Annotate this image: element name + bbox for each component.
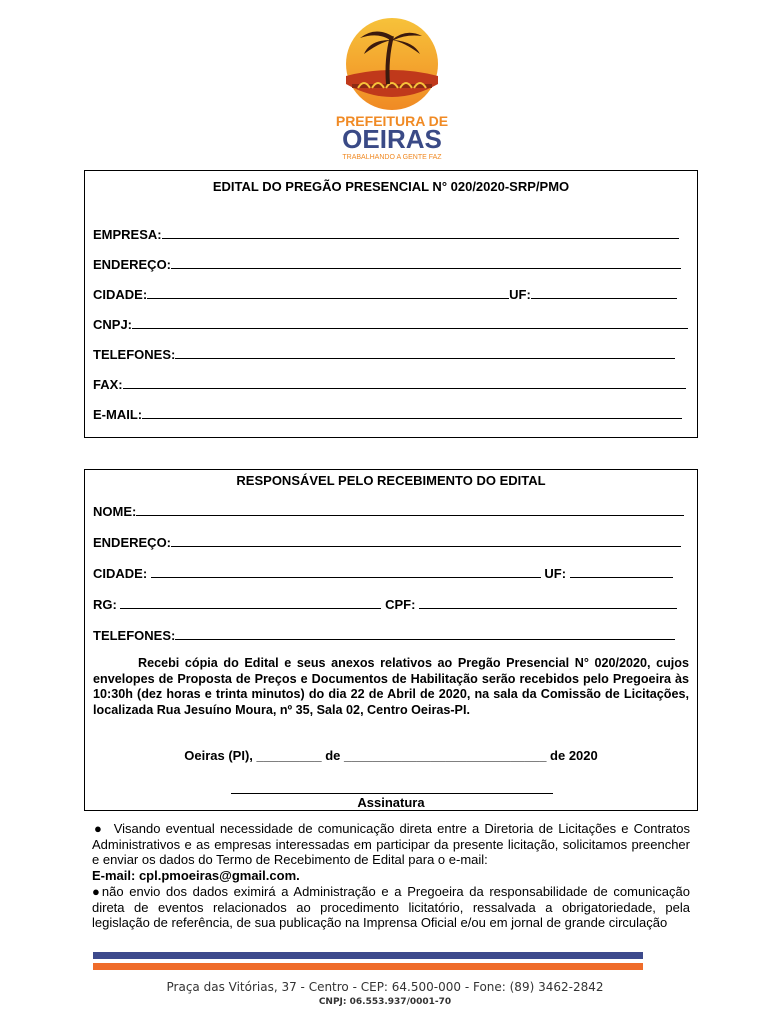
email-field[interactable] [93, 406, 689, 422]
cnpj-label: CNPJ: [93, 317, 133, 332]
rg-label: RG: [93, 597, 117, 612]
note-email: E-mail: cpl.pmoeiras@gmail.com. [92, 867, 300, 883]
cnpj-field[interactable] [93, 316, 689, 332]
form1-title: EDITAL DO PREGÃO PRESENCIAL N° 020/2020-SRP/PMO [212, 179, 570, 194]
cidade2-label: CIDADE: [93, 566, 148, 581]
endereco2-field[interactable] [93, 534, 689, 550]
prefeitura-logo [330, 14, 454, 162]
receipt-form [84, 469, 698, 811]
telefones-line[interactable] [175, 346, 675, 359]
empresa-label: EMPRESA: [93, 227, 162, 242]
cidade2-field[interactable] [93, 565, 689, 581]
uf-label: UF: [509, 287, 531, 302]
cidade-line[interactable] [147, 286, 509, 299]
logo-emblem [330, 14, 454, 162]
footer-cnpj: CNPJ: 06.553.937/0001-70 [318, 997, 452, 1007]
note1-text: Visando eventual necessidade de comunicação direta entre a Diretoria de Licitações e Contratos Administrativos e as empresas interessadas em participar da presente licitação, solicitamos preencher e enviar os dados do Termo de Recebimento de Edital para o e-mail: [92, 821, 690, 867]
uf-line[interactable] [531, 286, 677, 299]
form2-title: RESPONSÁVEL PELO RECEBIMENTO DO EDITAL [236, 473, 546, 488]
uf2-label: UF: [544, 566, 567, 581]
bullet-icon: ● [94, 821, 104, 836]
telefones2-line[interactable] [175, 627, 675, 640]
endereco-label: ENDEREÇO: [93, 257, 172, 272]
logo-line2: OEIRAS [342, 124, 442, 154]
logo-tagline: TRABALHANDO A GENTE FAZ [342, 154, 442, 161]
rg-line[interactable] [120, 596, 381, 609]
signature-label: Assinatura [357, 795, 425, 810]
email-label: E-MAIL: [93, 407, 143, 422]
endereco2-label: ENDEREÇO: [93, 535, 172, 550]
rg-cpf-field[interactable] [93, 596, 689, 612]
cpf-line[interactable] [419, 596, 677, 609]
cidade-field[interactable] [93, 286, 689, 302]
endereco-line[interactable] [171, 256, 681, 269]
fax-line[interactable] [123, 376, 686, 389]
footer-address: Praça das Vitórias, 37 - Centro - CEP: 64.500-000 - Fone: (89) 3462-2842 [166, 980, 604, 994]
note2-text: não envio dos dados eximirá a Administração e a Pregoeira da responsabilidade de comunicação direta de eventos relacionados ao procedimento licitatório, ressalvada a obrigatoriedade, pela legislação de referência, de sua publicação na Imprensa Oficial e/ou em jornal de grande circulação [92, 884, 691, 930]
nome-field[interactable] [93, 503, 689, 519]
date-line[interactable]: Oeiras (PI), _________ de ____________________________ de 2020 [184, 748, 598, 763]
receipt-paragraph: Recebi cópia do Edital e seus anexos relativos ao Pregão Presencial N° 020/2020, cujos envelopes de Proposta de Preços e Documentos de Habilitação serão recebidos pelo Pregoeira às 10:30h (dez horas e trinta minutos) do dia 22 de Abril de 2020, na sala da Comissão de Licitações, localizada Rua Jesuíno Moura, nº 35, Sala 02, Centro Oeiras-PI. [93, 656, 689, 717]
telefones2-label: TELEFONES: [93, 628, 176, 643]
cidade-label: CIDADE: [93, 287, 148, 302]
endereco-field[interactable] [93, 256, 689, 272]
telefones-field[interactable] [93, 346, 689, 362]
email-line[interactable] [142, 406, 682, 419]
notes-section [92, 821, 690, 931]
empresa-line[interactable] [162, 226, 679, 239]
logo-line1: PREFEITURA DE [335, 113, 449, 129]
endereco2-line[interactable] [171, 534, 681, 547]
footer-bar-blue [93, 952, 643, 959]
fax-label: FAX: [93, 377, 123, 392]
cnpj-line[interactable] [132, 316, 688, 329]
uf2-line[interactable] [570, 565, 673, 578]
footer-bar-orange [93, 963, 643, 970]
nome-label: NOME: [93, 504, 137, 519]
cidade2-line[interactable] [151, 565, 541, 578]
fax-field[interactable] [93, 376, 689, 392]
bullet-icon: ● [92, 884, 102, 899]
telefones2-field[interactable] [93, 627, 689, 643]
empresa-field[interactable] [93, 226, 689, 242]
nome-line[interactable] [136, 503, 684, 516]
signature-line[interactable] [231, 793, 553, 794]
cpf-label: CPF: [385, 597, 416, 612]
company-info-form [84, 170, 698, 438]
telefones-label: TELEFONES: [93, 347, 176, 362]
